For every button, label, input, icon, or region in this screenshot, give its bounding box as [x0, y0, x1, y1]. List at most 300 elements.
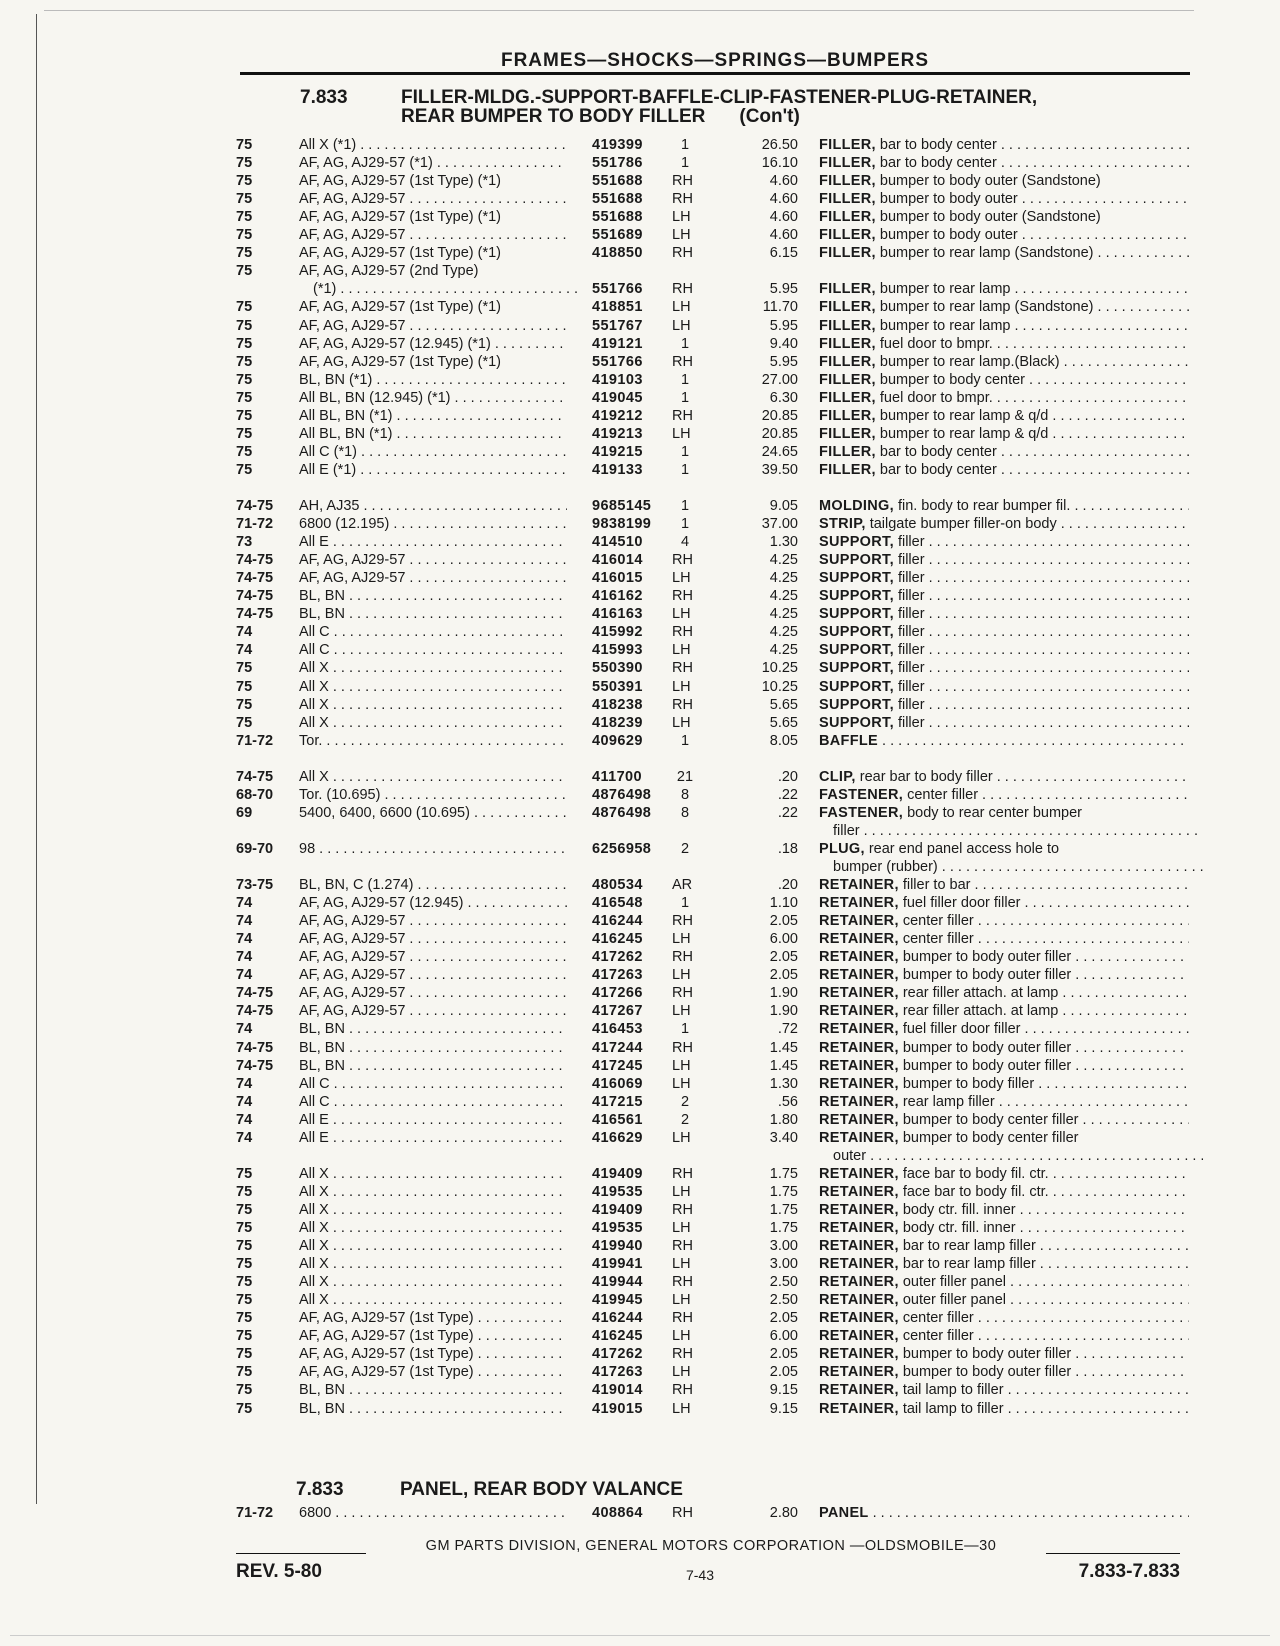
part-number: 551688	[592, 173, 643, 190]
description	[819, 714, 1189, 732]
application: All C (*1) . . .	[299, 443, 567, 461]
description-noun: RETAINER,	[819, 913, 899, 930]
table-row	[0, 659, 1280, 677]
table-row	[0, 1400, 1280, 1418]
quantity: RH	[672, 696, 693, 713]
quantity: LH	[672, 299, 691, 316]
description-text: filler	[897, 588, 925, 605]
table-row	[0, 515, 1280, 533]
description	[819, 1309, 1189, 1327]
description	[819, 1255, 1189, 1273]
price: 4.25	[769, 624, 798, 641]
description-noun: RETAINER,	[819, 949, 899, 966]
description	[819, 623, 1189, 641]
table-row	[0, 768, 1280, 786]
description	[819, 876, 1189, 894]
table-row	[0, 262, 1280, 280]
part-number: 417263	[592, 1364, 643, 1381]
model-year: 69-70	[236, 840, 274, 857]
description-noun: PLUG,	[819, 840, 865, 857]
application: Tor. (10.695) . . .	[299, 786, 567, 804]
description-noun: STRIP,	[819, 516, 866, 533]
description	[819, 1400, 1189, 1418]
price: 1.10	[769, 895, 798, 912]
description-text: bar to body center	[879, 443, 997, 460]
description	[819, 912, 1189, 930]
description-noun: SUPPORT,	[819, 534, 894, 551]
quantity: RH	[672, 281, 693, 298]
application: BL, BN . . .	[299, 1057, 567, 1075]
part-number: 9838199	[592, 516, 652, 533]
description	[819, 226, 1189, 244]
table-row	[0, 280, 1280, 298]
description-text: filler	[897, 552, 925, 569]
part-number: 416162	[592, 588, 643, 605]
price: .22	[777, 804, 798, 821]
description-noun: FILLER,	[819, 371, 876, 388]
price: 6.30	[769, 389, 798, 406]
section-number: 7.833	[300, 87, 348, 108]
description	[819, 317, 1189, 335]
price: .56	[777, 1093, 798, 1110]
description	[819, 696, 1189, 714]
description	[819, 1291, 1189, 1309]
description	[819, 786, 1189, 804]
description-text: bumper to rear lamp	[879, 281, 1011, 298]
application: All X . . .	[299, 696, 567, 714]
part-number: 419535	[592, 1183, 643, 1200]
part-number: 551688	[592, 191, 643, 208]
quantity: LH	[672, 209, 691, 226]
description-text: bumper to rear lamp & q/d	[879, 407, 1049, 424]
model-year: 75	[236, 1382, 253, 1399]
quantity: LH	[672, 317, 691, 334]
application: All X . . .	[299, 1291, 567, 1309]
description-text: rear bar to body filler	[859, 768, 993, 785]
description-noun: RETAINER,	[819, 1220, 899, 1236]
part-number: 419944	[592, 1274, 643, 1291]
price: 10.25	[761, 660, 798, 677]
quantity: RH	[672, 985, 693, 1002]
description-noun: RETAINER,	[819, 895, 899, 912]
footer-division: GM PARTS DIVISION, GENERAL MOTORS CORPORATION —OLDSMOBILE—30	[425, 1538, 997, 1554]
model-year: 74-75	[236, 588, 274, 605]
table-row	[0, 1057, 1280, 1075]
description	[819, 1381, 1189, 1399]
description-text: bumper to body outer filler	[902, 1346, 1072, 1363]
model-year: 74	[236, 642, 253, 659]
application: 5400, 6400, 6600 (10.695) . . .	[299, 804, 567, 822]
description	[819, 353, 1189, 371]
table-row	[0, 948, 1280, 966]
price: 9.40	[769, 335, 798, 352]
description-noun: FILLER,	[819, 191, 876, 208]
price: 8.05	[769, 732, 798, 749]
application: 98 . . .	[299, 840, 567, 858]
description-text: bumper to body outer filler	[902, 1364, 1072, 1381]
table-row	[0, 208, 1280, 226]
quantity: LH	[672, 678, 691, 695]
price: 5.95	[769, 353, 798, 370]
model-year: 75	[236, 1238, 253, 1255]
description-noun: FILLER,	[819, 155, 876, 172]
description	[819, 678, 1189, 696]
quantity: RH	[672, 1274, 693, 1291]
part-number: 414510	[592, 534, 643, 551]
part-number: 419945	[592, 1292, 643, 1309]
table-row	[0, 1129, 1280, 1147]
description-text: tail lamp to filler	[902, 1400, 1004, 1417]
table-row	[0, 696, 1280, 714]
description-text: bumper to body outer (Sandstone)	[879, 173, 1101, 190]
description	[819, 1020, 1189, 1038]
quantity: 8	[680, 786, 690, 803]
part-number: 416244	[592, 1310, 643, 1327]
description-text: bumper to rear lamp.(Black)	[879, 353, 1060, 370]
price: 2.50	[769, 1292, 798, 1309]
table-row	[0, 407, 1280, 425]
description	[819, 497, 1189, 515]
quantity: 1	[680, 498, 690, 514]
model-year: 74	[236, 931, 253, 948]
price: 1.75	[769, 1183, 798, 1200]
description	[819, 425, 1189, 443]
description-noun: BAFFLE	[819, 732, 878, 749]
part-number: 417263	[592, 967, 643, 984]
model-year: 74	[236, 895, 253, 912]
description-noun: MOLDING,	[819, 498, 894, 514]
price: 1.45	[769, 1039, 798, 1056]
quantity: LH	[672, 1220, 691, 1236]
description-noun: RETAINER,	[819, 1346, 899, 1363]
description-text: fuel filler door filler	[902, 895, 1021, 912]
description-text: bar to body center	[879, 461, 997, 478]
quantity: RH	[672, 624, 693, 641]
application: All C . . .	[299, 623, 567, 641]
application: All X . . .	[299, 1237, 567, 1255]
table-row	[0, 1020, 1280, 1038]
quantity: LH	[672, 606, 691, 623]
quantity: LH	[672, 967, 691, 984]
application: AF, AG, AJ29-57 . . .	[299, 1002, 567, 1020]
description-text: bumper to body outer	[879, 191, 1018, 208]
quantity: LH	[672, 1292, 691, 1309]
section-title-cont: (Con't)	[739, 106, 800, 127]
application: AF, AG, AJ29-57 . . .	[299, 226, 567, 244]
table-row	[0, 190, 1280, 208]
application: All BL, BN (*1) . . .	[299, 407, 567, 425]
part-number: 417215	[592, 1093, 643, 1110]
table-row	[0, 461, 1280, 479]
description	[819, 1111, 1189, 1129]
table-row	[0, 984, 1280, 1002]
quantity: RH	[672, 1039, 693, 1056]
model-year: 74-75	[236, 552, 274, 569]
quantity: LH	[672, 425, 691, 442]
quantity: RH	[672, 173, 693, 190]
model-year: 75	[236, 1220, 253, 1236]
description-text: filler	[897, 696, 925, 713]
description-text: body ctr. fill. inner	[902, 1220, 1016, 1236]
description-noun: FILLER,	[819, 173, 876, 190]
description	[819, 407, 1189, 425]
part-number: 419535	[592, 1220, 643, 1236]
description	[819, 1165, 1189, 1183]
part-number: 417245	[592, 1057, 643, 1074]
description-noun: SUPPORT,	[819, 696, 894, 713]
description-noun: RETAINER,	[819, 985, 899, 1002]
table-row	[0, 966, 1280, 984]
model-year: 75	[236, 1292, 253, 1309]
quantity: LH	[672, 1328, 691, 1345]
model-year: 75	[236, 1183, 253, 1200]
part-number: 416561	[592, 1111, 643, 1128]
price: 5.65	[769, 696, 798, 713]
table-row	[0, 569, 1280, 587]
part-number: 411700	[592, 768, 642, 785]
description	[819, 641, 1189, 659]
quantity: 8	[680, 804, 690, 821]
description-noun: FILLER,	[819, 353, 876, 370]
quantity: 1	[680, 335, 690, 352]
description	[819, 984, 1189, 1002]
quantity: RH	[672, 245, 693, 262]
application: All E . . .	[299, 1111, 567, 1129]
application: AF, AG, AJ29-57 (1st Type) . . .	[299, 1309, 567, 1327]
revision-label: REV. 5-80	[236, 1561, 322, 1582]
quantity: RH	[672, 552, 693, 569]
description	[833, 822, 1203, 840]
part-number: 551767	[592, 317, 643, 334]
part-number: 417267	[592, 1003, 643, 1020]
application: BL, BN (*1) . . .	[299, 371, 567, 389]
model-year: 75	[236, 443, 253, 460]
application: AF, AG, AJ29-57 (12.945) (*1) . . .	[299, 335, 567, 353]
price: 1.75	[769, 1201, 798, 1218]
application: BL, BN . . .	[299, 605, 567, 623]
table-row	[0, 425, 1280, 443]
application: All X . . .	[299, 1201, 567, 1219]
description-noun: FILLER,	[819, 209, 876, 226]
model-year: 74-75	[236, 570, 274, 587]
quantity: LH	[672, 1003, 691, 1020]
subsection-row	[0, 1504, 1280, 1522]
description-noun: RETAINER,	[819, 1075, 899, 1092]
description	[819, 335, 1189, 353]
model-year: 75	[236, 714, 253, 731]
description-noun: FASTENER,	[819, 786, 904, 803]
description-noun: FILLER,	[819, 245, 876, 262]
description-text: fuel door to bmpr.	[879, 335, 993, 352]
price: 1.90	[769, 1003, 798, 1020]
description-noun: RETAINER,	[819, 1201, 899, 1218]
application: AF, AG, AJ29-57 (1st Type) (*1)	[299, 245, 502, 262]
model-year: 75	[236, 1400, 253, 1417]
application: Tor. . . .	[299, 732, 567, 750]
description-noun: RETAINER,	[819, 877, 899, 894]
description-noun: FILLER,	[819, 317, 876, 334]
table-row	[0, 533, 1280, 551]
price: 11.70	[762, 299, 798, 316]
price: 1.30	[769, 534, 798, 551]
application: All X . . .	[299, 1183, 567, 1201]
quantity: 2	[680, 1093, 690, 1110]
part-number: 550391	[592, 678, 643, 695]
model-year: 71-72	[236, 732, 274, 749]
model-year: 69	[236, 804, 253, 821]
description-text: center filler	[902, 913, 974, 930]
price: 20.85	[761, 425, 798, 442]
application: AH, AJ35 . . .	[299, 497, 567, 515]
description-text: rear filler attach. at lamp	[902, 1003, 1059, 1020]
quantity: LH	[672, 1364, 691, 1381]
price: 9.05	[769, 498, 798, 514]
description-text: outer	[833, 1147, 867, 1164]
model-year: 75	[236, 209, 253, 226]
page-title: FRAMES—SHOCKS—SPRINGS—BUMPERS	[500, 50, 930, 71]
description	[819, 1219, 1189, 1237]
model-year: 74	[236, 1111, 253, 1128]
description	[819, 443, 1189, 461]
description-text: rear filler attach. at lamp	[902, 985, 1059, 1002]
application: AF, AG, AJ29-57 (1st Type) . . .	[299, 1363, 567, 1381]
price: 1.75	[769, 1220, 798, 1236]
table-row	[0, 641, 1280, 659]
price: 4.60	[769, 191, 798, 208]
model-year: 74-75	[236, 768, 274, 785]
model-year: 74	[236, 1093, 253, 1110]
quantity: 1	[680, 371, 690, 388]
price: 5.65	[769, 714, 798, 731]
quantity: RH	[672, 1165, 693, 1182]
table-row	[0, 678, 1280, 696]
description	[819, 551, 1189, 569]
description-noun: SUPPORT,	[819, 570, 894, 587]
model-year: 74	[236, 913, 253, 930]
model-year: 74	[236, 624, 253, 641]
table-row	[0, 894, 1280, 912]
application: AF, AG, AJ29-57 (1st Type) . . .	[299, 1327, 567, 1345]
description	[819, 768, 1189, 786]
quantity: 1	[680, 443, 690, 460]
description-text: fuel filler door filler	[902, 1021, 1021, 1038]
description-noun: SUPPORT,	[819, 660, 894, 677]
application: BL, BN . . .	[299, 1039, 567, 1057]
price: 6.15	[769, 245, 798, 262]
price: 5.95	[769, 281, 798, 298]
price: 9.15	[769, 1382, 798, 1399]
description-noun: SUPPORT,	[819, 714, 894, 731]
page-number: 7-43	[685, 1567, 715, 1583]
quantity: RH	[672, 1346, 693, 1363]
part-number: 419121	[592, 335, 643, 352]
model-year: 75	[236, 335, 253, 352]
description	[819, 371, 1189, 389]
price: 4.60	[769, 173, 798, 190]
table-row	[0, 172, 1280, 190]
description-text: bumper to body outer	[879, 227, 1018, 244]
description	[819, 840, 1189, 858]
model-year: 74	[236, 967, 253, 984]
price: 39.50	[761, 461, 798, 478]
model-year: 75	[236, 191, 253, 208]
quantity: 1	[680, 1021, 690, 1038]
description-noun: SUPPORT,	[819, 588, 894, 605]
table-row	[0, 1327, 1280, 1345]
description-text: filler to bar	[902, 877, 971, 894]
description-text: outer filler panel	[902, 1292, 1006, 1309]
description-noun: RETAINER,	[819, 1093, 899, 1110]
quantity: LH	[672, 714, 691, 731]
quantity: LH	[672, 1400, 691, 1417]
price: .18	[777, 840, 798, 857]
description-noun: RETAINER,	[819, 1057, 899, 1074]
application: (*1) . . .	[313, 280, 581, 298]
model-year: 75	[236, 425, 253, 442]
application: AF, AG, AJ29-57 (1st Type) (*1)	[299, 173, 502, 190]
application: All X (*1) . . .	[299, 136, 567, 154]
table-row	[0, 1273, 1280, 1291]
description	[819, 1327, 1189, 1345]
application: AF, AG, AJ29-57 (1st Type) (*1)	[299, 353, 502, 370]
part-number: 419409	[592, 1165, 643, 1182]
description	[819, 515, 1189, 533]
description	[819, 154, 1189, 172]
description-noun: RETAINER,	[819, 1310, 899, 1327]
application: AF, AG, AJ29-57 (1st Type) (*1)	[299, 299, 502, 316]
description-noun: FASTENER,	[819, 804, 904, 821]
description-text: bumper to body outer filler	[902, 967, 1072, 984]
description-text: bumper to rear lamp & q/d	[879, 425, 1049, 442]
part-number: 417262	[592, 1346, 643, 1363]
description	[819, 280, 1189, 298]
quantity: RH	[672, 1310, 693, 1327]
description-noun: FILLER,	[819, 389, 876, 406]
description-text: body to rear center bumper	[907, 804, 1083, 821]
application: AF, AG, AJ29-57 . . .	[299, 317, 567, 335]
part-number: 419212	[592, 407, 643, 424]
model-year: 68-70	[236, 786, 274, 803]
description-noun: PANEL	[819, 1505, 869, 1521]
table-row	[0, 226, 1280, 244]
description	[819, 894, 1189, 912]
part-number: 418850	[592, 245, 643, 262]
part-number: 417262	[592, 949, 643, 966]
part-number: 419015	[592, 1400, 643, 1417]
application: All C . . .	[299, 1075, 567, 1093]
application: All X . . .	[299, 714, 567, 732]
description-text: bar to body center	[879, 137, 997, 153]
description-noun: RETAINER,	[819, 1256, 899, 1273]
application: 6800 . . .	[299, 1504, 567, 1522]
part-number: 416548	[592, 895, 643, 912]
description-text: face bar to body fil. ctr.	[902, 1165, 1049, 1182]
table-row	[0, 1147, 1280, 1165]
description	[819, 533, 1189, 551]
model-year: 75	[236, 371, 253, 388]
description	[819, 1093, 1189, 1111]
price: 1.45	[769, 1057, 798, 1074]
part-number: 416015	[592, 570, 643, 587]
quantity: LH	[672, 227, 691, 244]
description-text: center filler	[902, 1310, 974, 1327]
description-noun: RETAINER,	[819, 1003, 899, 1020]
price: 2.05	[769, 1310, 798, 1327]
application: AF, AG, AJ29-57 (2nd Type)	[299, 263, 479, 280]
model-year: 75	[236, 1310, 253, 1327]
model-year: 73-75	[236, 877, 274, 894]
part-number: 416069	[592, 1075, 643, 1092]
